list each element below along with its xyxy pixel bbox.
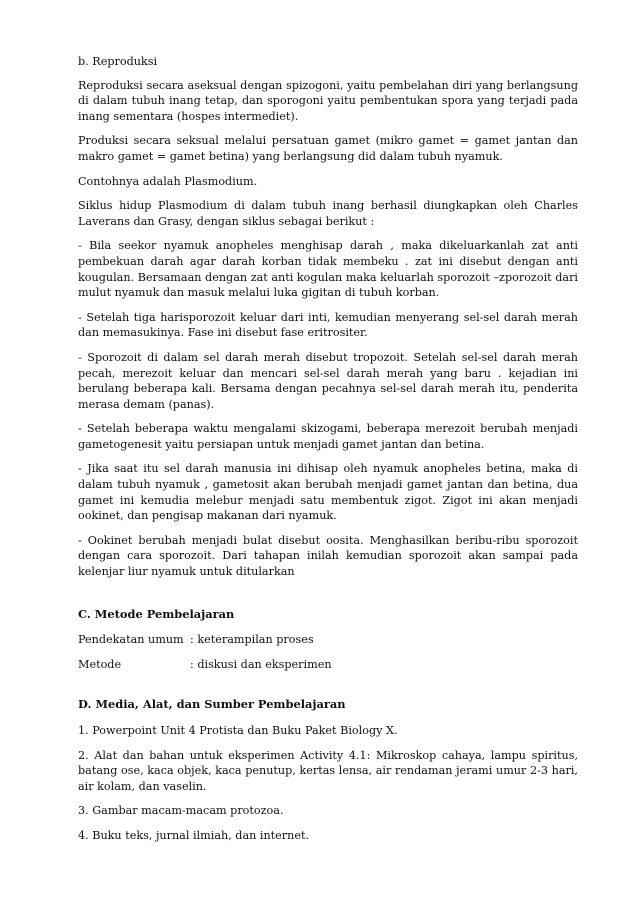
definition-row (78, 657, 578, 673)
definition-value: : keterampilan proses (190, 633, 314, 647)
definition-row (78, 632, 578, 648)
paragraph: Produksi secara seksual melalui persatuan gamet (mikro gamet = gamet jantan dan makro gamet = gamet betina) yang berlangsung did dalam tubuh nyamuk. (78, 134, 578, 163)
document-page (78, 54, 578, 853)
section-c-heading: C. Metode Pembelajaran (78, 606, 235, 621)
lifecycle-step: - Setelah beberapa waktu mengalami skizogami, beberapa merezoit berubah menjadi gametogenesit yaitu persiapan untuk menjadi gamet jantan dan betina. (78, 422, 578, 451)
list-item: 3. Gambar macam-macam protozoa. (78, 804, 284, 818)
definition-value: : diskusi dan eksperimen (190, 657, 332, 671)
section-b-heading: b. Reproduksi (78, 55, 158, 68)
section-d-heading: D. Media, Alat, dan Sumber Pembelajaran (78, 697, 346, 712)
paragraph: Reproduksi secara aseksual dengan spizogoni, yaitu pembelahan diri yang berlangsung di dalam tubuh inang tetap, dan sporogoni yaitu pembentukan spora yang terjadi pada inang sementara (hospes intermediet). (78, 78, 578, 123)
lifecycle-step: - Jika saat itu sel darah manusia ini dihisap oleh nyamuk anopheles betina, maka di dalam tubuh nyamuk , gametosit akan berubah menjadi gamet jantan dan betina, dua gamet ini kemudia melebur menjadi satu membentuk zigot. Zigot ini akan menjadi ookinet, dan pengisap makanan dari nyamuk. (78, 462, 578, 523)
list-item: 2. Alat dan bahan untuk eksperimen Activity 4.1: Mikroskop cahaya, lampu spiritus, batang ose, kaca objek, kaca penutup, kertas lensa, air rendaman jerami umur 2-3 hari, air kolam, dan vaselin. (78, 748, 578, 793)
paragraph: Contohnya adalah Plasmodium. (78, 174, 258, 188)
lifecycle-step: - Setelah tiga harisporozoit keluar dari inti, kemudian menyerang sel-sel darah merah dan memasukinya. Fase ini disebut fase eritrositer. (78, 310, 578, 340)
lifecycle-step: - Ookinet berubah menjadi bulat disebut oosita. Menghasilkan beribu-ribu sporozoit dengan cara sporozoit. Dari tahapan inilah kemudian sporozoit akan sampai pada kelenjar liur nyamuk untuk ditularkan (78, 533, 578, 579)
list-item: 1. Powerpoint Unit 4 Protista dan Buku Paket Biology X. (78, 724, 398, 737)
spacer (78, 681, 578, 697)
spacer (78, 589, 578, 607)
lifecycle-step: - Sporozoit di dalam sel darah merah disebut tropozoit. Setelah sel-sel darah merah pecah, merezoit keluar dan mencari sel-sel darah merah yang baru . kejadian ini berulang beberapa kali. Bersama dengan pecahnya sel-sel darah merah itu, penderita merasa demam (panas). (78, 350, 578, 411)
list-item: 4. Buku teks, jurnal ilmiah, dan internet. (78, 828, 310, 842)
definition-term: Pendekatan umum (78, 633, 184, 647)
definition-term: Metode (78, 657, 122, 671)
paragraph: Siklus hidup Plasmodium di dalam tubuh inang berhasil diungkapkan oleh Charles Laverans dan Grasy, dengan siklus sebagai berikut : (78, 199, 578, 228)
lifecycle-step: - Bila seekor nyamuk anopheles menghisap darah , maka dikeluarkanlah zat anti pembekuan darah agar darah korban tidak membeku . zat ini disebut dengan anti kougulan. Bersamaan dengan zat anti kogulan maka keluarlah sporozoit –zporozoit dari mulut nyamuk dan masuk melalui luka gigitan di tubuh korban. (78, 239, 578, 300)
